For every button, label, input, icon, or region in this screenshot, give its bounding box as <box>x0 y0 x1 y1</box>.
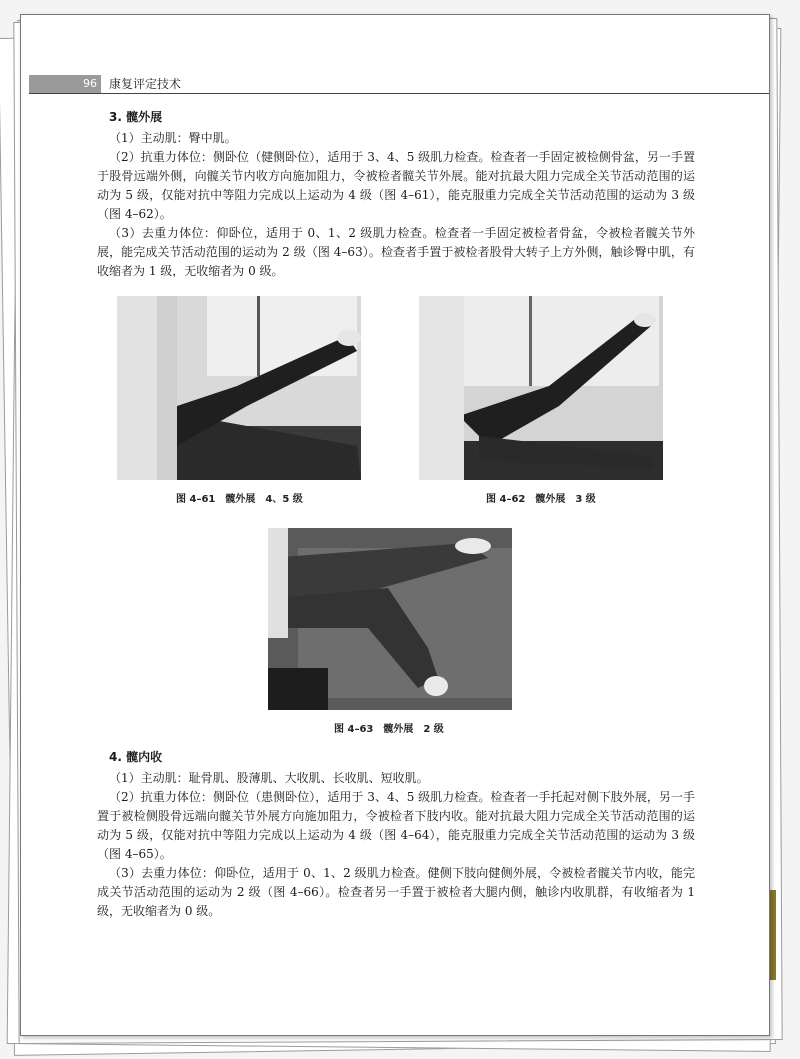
page-edge-accent <box>770 890 776 980</box>
section-hip-adduction <box>97 748 695 921</box>
page-number: 96 <box>29 75 101 93</box>
figure-caption-4-62: 图 4–62 髋外展 3 级 <box>486 494 596 505</box>
photo-fig-4-62 <box>419 296 663 480</box>
photo-illustration <box>117 296 361 480</box>
photo-illustration <box>268 528 512 710</box>
photo-illustration <box>419 296 663 480</box>
running-header <box>29 75 769 94</box>
photo-fig-4-61 <box>117 296 361 480</box>
section-title: 3. 髋外展 <box>109 110 163 124</box>
paragraph: （2）抗重力体位：侧卧位（健侧卧位），适用于 3、4、5 级肌力检查。检查者一手固定被检侧骨盆，另一手置于股骨远端外侧，向髋关节内收方向施加阻力，令被检者髋关节外展。能对抗最大阻力完成全关节活动范围的运动为 5 级，仅能对抗中等阻力完成以上运动为 4 级（图 4–61），能克服重力完成全关节活动范围的运动为 3 级（图 4–62）。 <box>97 150 695 221</box>
figure-caption-4-61: 图 4–61 髋外展 4、5 级 <box>176 494 303 505</box>
paragraph: （3）去重力体位：仰卧位，适用于 0、1、2 级肌力检查。健侧下肢向健侧外展，令被检者髋关节内收，能完成关节活动范围的运动为 2 级（图 4–66）。检查者另一手置于被检者大腿内侧，触诊内收肌群，有收缩者为 1 级，无收缩者为 0 级。 <box>97 866 695 918</box>
figure-caption-4-63: 图 4–63 髋外展 2 级 <box>334 724 444 735</box>
section-title: 4. 髋内收 <box>109 750 163 764</box>
photo-fig-4-63 <box>268 528 512 710</box>
section-hip-abduction <box>97 108 695 281</box>
paragraph: （2）抗重力体位：侧卧位（患侧卧位），适用于 3、4、5 级肌力检查。检查者一手托起对侧下肢外展，另一手置于被检侧股骨远端向髋关节外展方向施加阻力，令被检者下肢内收。能对抗最大阻力完成全关节活动范围的运动为 5 级，仅能对抗中等阻力完成以上运动为 4 级（图 4–64），能克服重力完成全关节活动范围的运动为 3 级（图 4–65）。 <box>97 790 695 861</box>
paragraph: （3）去重力体位：仰卧位，适用于 0、1、2 级肌力检查。检查者一手固定被检者骨盆，令被检者髋关节外展，能完成关节活动范围的运动为 2 级（图 4–63）。检查者手置于被检者股骨大转子上方外侧，触诊臀中肌，有收缩者为 1 级，无收缩者为 0 级。 <box>97 226 695 278</box>
paragraph: （1）主动肌：臀中肌。 <box>109 131 237 145</box>
book-title: 康复评定技术 <box>109 77 182 91</box>
paragraph: （1）主动肌：耻骨肌、股薄肌、大收肌、长收肌、短收肌。 <box>109 771 429 785</box>
